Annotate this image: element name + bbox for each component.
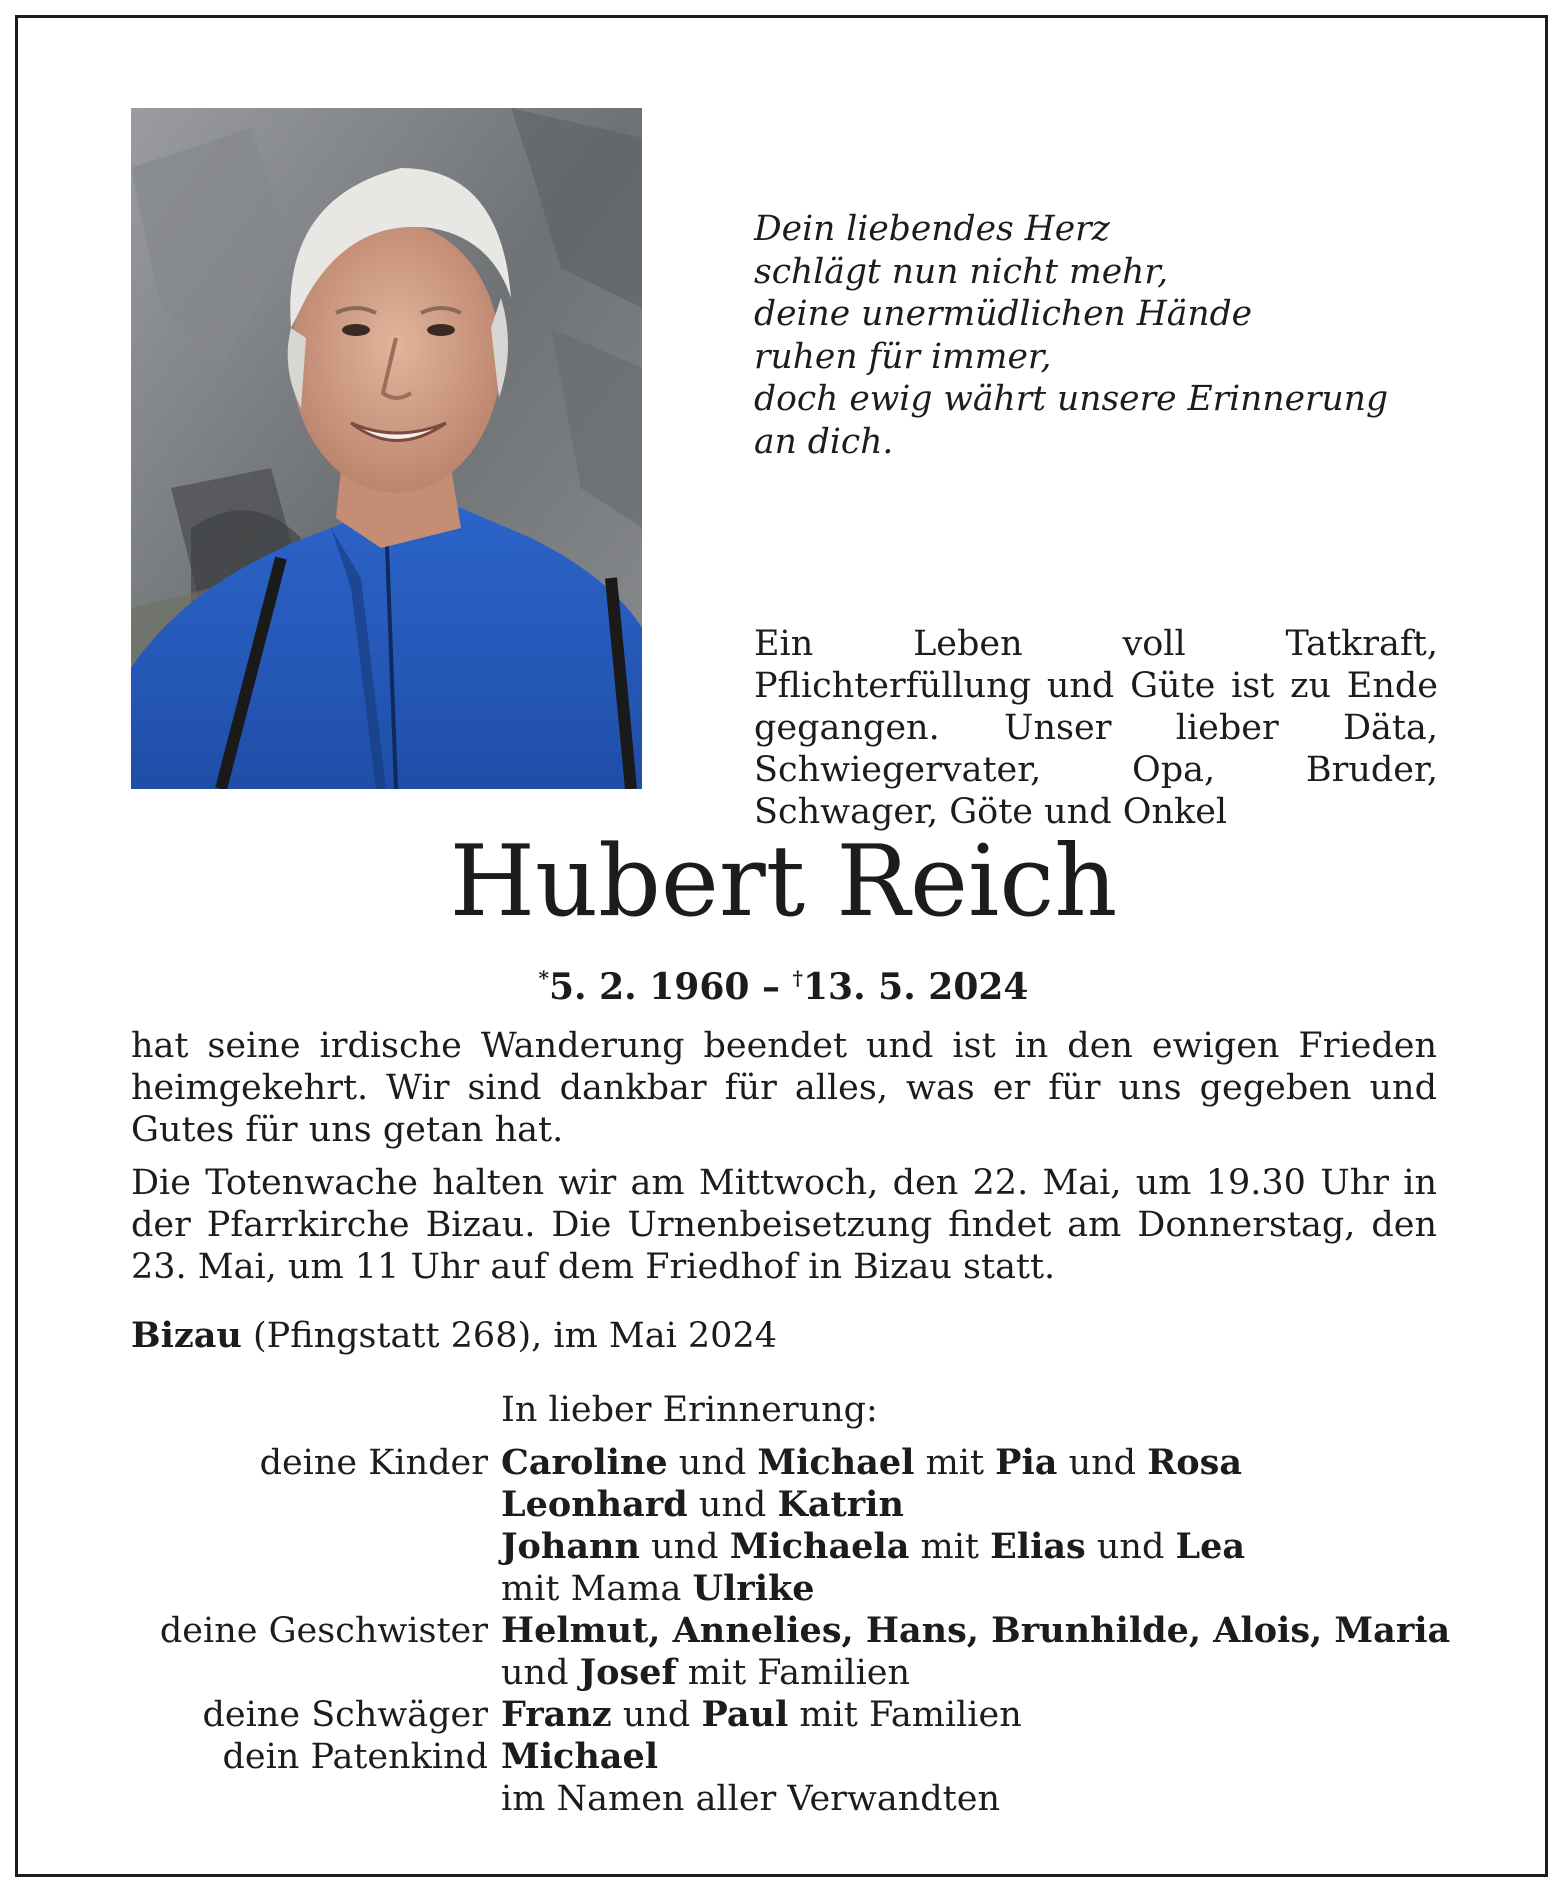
family-name: Helmut, Annelies, Hans, Brunhilde, Alois, Maria xyxy=(501,1610,1451,1651)
family-name: Rosa xyxy=(1147,1442,1243,1483)
place-rest: (Pfingstatt 268), im Mai 2024 xyxy=(241,1316,777,1356)
life-dates xyxy=(0,952,1567,1013)
portrait-photo xyxy=(131,108,642,789)
family-name: Ulrike xyxy=(692,1568,815,1609)
connector-text: und xyxy=(667,1443,758,1483)
family-names xyxy=(501,1526,1245,1568)
family-name: Michaela xyxy=(729,1526,910,1567)
poem-line: deine unermüdlichen Hände xyxy=(754,294,1253,334)
poem-line: doch ewig währt unsere Erinnerung xyxy=(754,379,1389,419)
connector-text: mit xyxy=(909,1527,991,1567)
family-name: Leonhard xyxy=(501,1484,688,1525)
family-names xyxy=(501,1736,658,1778)
intro-text: Ein Leben voll Tatkraft, Pflichterfüllung und Güte ist zu Ende gegangen. Unser lieber Däta, Schwiegervater, Opa, Bruder, Schwager, Göte und Onkel xyxy=(754,624,1438,832)
family-names xyxy=(501,1442,1242,1484)
poem-line: Dein liebendes Herz xyxy=(754,209,1110,249)
family-name: Josef xyxy=(579,1652,677,1693)
connector-text: mit Familien xyxy=(676,1653,911,1693)
birth-date: 5. 2. 1960 xyxy=(548,966,750,1008)
date-separator: – xyxy=(761,966,780,1008)
poem-line: schlägt nun nicht mehr, xyxy=(754,251,1169,292)
birth-symbol: * xyxy=(538,966,549,990)
relation-label: deine Schwäger xyxy=(202,1695,488,1735)
closing-text: im Namen aller Verwandten xyxy=(501,1779,1000,1819)
family-name: Michael xyxy=(501,1736,659,1777)
deceased-name: Hubert Reich xyxy=(449,825,1118,939)
family-names xyxy=(501,1652,910,1694)
portrait-illustration xyxy=(131,108,642,789)
death-symbol: † xyxy=(792,966,803,990)
connector-text: und xyxy=(1057,1443,1148,1483)
connector-text: und xyxy=(501,1653,580,1693)
family-names xyxy=(501,1610,1450,1652)
connector-text: mit Mama xyxy=(501,1569,693,1609)
connector-text: und xyxy=(1085,1527,1176,1567)
connector-text: und xyxy=(611,1695,702,1735)
relation-label: deine Kinder xyxy=(259,1443,488,1483)
family-name: Pia xyxy=(995,1442,1058,1483)
memory-heading: In lieber Erinnerung: xyxy=(501,1390,878,1430)
family-name: Franz xyxy=(501,1694,612,1735)
relation-label: dein Patenkind xyxy=(222,1737,488,1777)
family-name: Caroline xyxy=(501,1442,668,1483)
family-names xyxy=(501,1568,815,1610)
family-names xyxy=(501,1694,1022,1736)
relation-label: deine Geschwister xyxy=(159,1611,488,1651)
body-paragraph-1: hat seine irdische Wanderung beendet und ist in den ewigen Frieden heimgekehrt. Wir sind dankbar für alles, was er für uns gegeben und Gutes für uns getan hat. xyxy=(131,1026,1437,1150)
body-paragraph-2: Die Totenwache halten wir am Mittwoch, den 22. Mai, um 19.30 Uhr in der Pfarrkirche Bizau. Die Urnenbeisetzung findet am Donnerstag, den 23. Mai, um 11 Uhr auf dem Friedhof in Bizau statt. xyxy=(131,1163,1437,1287)
connector-text: mit xyxy=(914,1443,996,1483)
connector-text: mit Familien xyxy=(788,1695,1022,1735)
poem-line: ruhen für immer, xyxy=(754,336,1052,377)
poem-line: an dich. xyxy=(754,421,894,462)
place-town: Bizau xyxy=(131,1315,242,1356)
death-date: 13. 5. 2024 xyxy=(802,966,1029,1008)
place-date-line xyxy=(131,1315,777,1357)
family-name: Lea xyxy=(1175,1526,1246,1567)
family-name: Katrin xyxy=(777,1484,904,1525)
family-name: Paul xyxy=(701,1694,789,1735)
connector-text: und xyxy=(687,1485,778,1525)
family-name: Johann xyxy=(501,1526,640,1567)
memorial-poem xyxy=(754,208,1474,463)
connector-text: und xyxy=(639,1527,730,1567)
family-name: Michael xyxy=(757,1442,915,1483)
family-names xyxy=(501,1484,904,1526)
family-name: Elias xyxy=(990,1526,1086,1567)
